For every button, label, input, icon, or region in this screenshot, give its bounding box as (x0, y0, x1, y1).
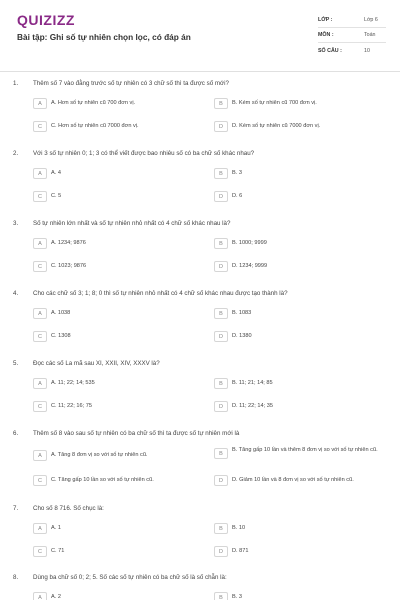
option-b[interactable] (214, 378, 273, 392)
option-letter-box: B (214, 238, 228, 249)
option-text: A. 11; 22; 14; 535 (51, 380, 95, 386)
option-b[interactable] (214, 238, 267, 252)
option-text: D. 1380 (232, 333, 252, 339)
meta-value: Toán (364, 32, 376, 38)
option-a[interactable] (33, 378, 95, 392)
option-letter-box: D (214, 191, 228, 202)
option-text: A. 1038 (51, 310, 71, 316)
option-letter-box: B (214, 448, 228, 459)
option-text: B. 1083 (232, 310, 252, 316)
option-b[interactable] (214, 168, 242, 182)
option-letter-box: C (33, 475, 47, 486)
option-text: A. 4 (51, 170, 61, 176)
question-text: Đọc các số La mã sau XI, XXII, XIV, XXXV là? (33, 360, 160, 367)
option-letter-box: B (214, 523, 228, 534)
option-text: B. 10 (232, 525, 246, 531)
worksheet-title: Bài tập: Ghi số tự nhiên chọn lọc, có đáp án (17, 32, 191, 42)
option-letter-box: C (33, 546, 47, 557)
option-a[interactable] (33, 450, 148, 464)
meta-key: LỚP : (318, 17, 333, 23)
option-letter-box: C (33, 331, 47, 342)
option-d[interactable] (214, 261, 267, 275)
option-text: B. 11; 21; 14; 85 (232, 380, 273, 386)
brand-logo: QUIZIZZ (17, 12, 75, 28)
option-letter-box: D (214, 546, 228, 557)
option-b[interactable] (214, 523, 245, 537)
worksheet-meta (318, 13, 386, 58)
option-text: C. 71 (51, 548, 65, 554)
meta-key: MÔN : (318, 32, 334, 38)
option-letter-box: B (214, 308, 228, 319)
option-letter-box: B (214, 98, 228, 109)
question-text: Thêm số 8 vào sau số tự nhiên có ba chữ số thì ta được số tự nhiên mới là (33, 430, 240, 437)
option-c[interactable] (33, 261, 86, 275)
question-number: 1. (13, 80, 19, 87)
option-d[interactable] (214, 191, 242, 205)
option-letter-box: D (214, 121, 228, 132)
option-d[interactable] (214, 401, 273, 415)
option-letter-box: A (33, 168, 47, 179)
question-text: Dùng ba chữ số 0; 2; 5. Số các số tự nhiên có ba chữ số là số chẵn là: (33, 574, 227, 581)
option-letter-box: A (33, 523, 47, 534)
option-letter-box: B (214, 168, 228, 179)
option-a[interactable] (33, 308, 70, 322)
option-text: B. Kém số tự nhiên cũ 700 đơn vị. (232, 100, 317, 106)
question-number: 4. (13, 290, 19, 297)
option-letter-box: A (33, 308, 47, 319)
option-c[interactable] (33, 121, 139, 135)
option-letter-box: A (33, 378, 47, 389)
option-letter-box: D (214, 401, 228, 412)
option-text: B. 1000; 9999 (232, 240, 267, 246)
option-text: D. Kém số tự nhiên cũ 7000 đơn vị. (232, 123, 321, 129)
question-text: Với 3 số tự nhiên 0; 1; 3 có thể viết được bao nhiêu số có ba chữ số khác nhau? (33, 150, 255, 157)
option-text: D. 6 (232, 193, 243, 199)
meta-row-count (318, 43, 386, 58)
question-number: 3. (13, 220, 19, 227)
option-c[interactable] (33, 331, 71, 345)
option-text: A. Hơn số tự nhiên cũ 700 đơn vị. (51, 100, 136, 106)
header-divider (0, 71, 400, 72)
option-text: A. 1234; 9876 (51, 240, 86, 246)
question-text: Cho các chữ số 3; 1; 8; 0 thì số tự nhiên nhỏ nhất có 4 chữ số khác nhau được tạo thành là? (33, 290, 288, 297)
option-d[interactable] (214, 546, 248, 560)
option-letter-box: A (33, 98, 47, 109)
meta-value: 10 (364, 47, 370, 54)
question-number: 6. (13, 430, 19, 437)
option-letter-box: D (214, 261, 228, 272)
option-letter-box: C (33, 401, 47, 412)
option-text: D. Giảm 10 lần và 8 đơn vị so với số tự nhiên cũ. (232, 477, 354, 483)
option-text: C. Tăng gấp 10 lần so với số tự nhiên cũ. (51, 477, 154, 483)
option-text: A. 1 (51, 525, 61, 531)
option-d[interactable] (214, 475, 354, 489)
meta-row-subject (318, 28, 386, 43)
option-c[interactable] (33, 401, 92, 415)
meta-key: SỐ CÂU : (318, 47, 342, 54)
option-a[interactable] (33, 592, 61, 600)
option-text: C. 11; 22; 16; 75 (51, 403, 92, 409)
option-letter-box: A (33, 592, 47, 600)
option-b[interactable] (214, 308, 251, 322)
question-number: 2. (13, 150, 19, 157)
option-text: B. 3 (232, 170, 242, 176)
option-c[interactable] (33, 546, 64, 560)
option-b[interactable] (214, 98, 317, 112)
option-text: B. Tăng gấp 10 lần và thêm 8 đơn vị so với số tự nhiên cũ. (232, 447, 378, 453)
question-text: Cho số 8 716. Số chục là: (33, 505, 104, 512)
option-a[interactable] (33, 523, 61, 537)
option-text: C. 5 (51, 193, 62, 199)
meta-row-class (318, 13, 386, 28)
option-letter-box: C (33, 191, 47, 202)
option-a[interactable] (33, 98, 135, 112)
option-letter-box: A (33, 450, 47, 461)
question-number: 8. (13, 574, 19, 581)
option-letter-box: D (214, 331, 228, 342)
option-text: D. 11; 22; 14; 35 (232, 403, 273, 409)
option-text: D. 871 (232, 548, 249, 554)
option-b[interactable] (214, 592, 242, 600)
option-text: C. 1023; 9876 (51, 263, 87, 269)
option-letter-box: B (214, 378, 228, 389)
option-b[interactable] (214, 448, 392, 462)
option-text: C. 1308 (51, 333, 71, 339)
option-letter-box: D (214, 475, 228, 486)
option-d[interactable] (214, 121, 320, 135)
question-number: 5. (13, 360, 19, 367)
worksheet-header (0, 0, 400, 60)
question-text: Thêm số 7 vào đằng trước số tự nhiên có 3 chữ số thì ta được số mới? (33, 80, 229, 87)
option-text: B. 3 (232, 594, 242, 600)
option-letter-box: A (33, 238, 47, 249)
option-text: D. 1234; 9999 (232, 263, 268, 269)
option-text: A. Tăng 8 đơn vị so với số tự nhiên cũ. (51, 452, 148, 458)
meta-value: Lớp 6 (364, 17, 378, 23)
option-letter-box: C (33, 261, 47, 272)
option-c[interactable] (33, 475, 154, 489)
option-letter-box: C (33, 121, 47, 132)
question-number: 7. (13, 505, 19, 512)
option-d[interactable] (214, 331, 252, 345)
question-text: Số tự nhiên lớn nhất và số tự nhiên nhỏ nhất có 4 chữ số khác nhau là? (33, 220, 231, 227)
option-text: C. Hơn số tự nhiên cũ 7000 đơn vị. (51, 123, 139, 129)
option-letter-box: B (214, 592, 228, 600)
option-c[interactable] (33, 191, 61, 205)
option-a[interactable] (33, 238, 86, 252)
option-a[interactable] (33, 168, 61, 182)
option-text: A. 2 (51, 594, 61, 600)
